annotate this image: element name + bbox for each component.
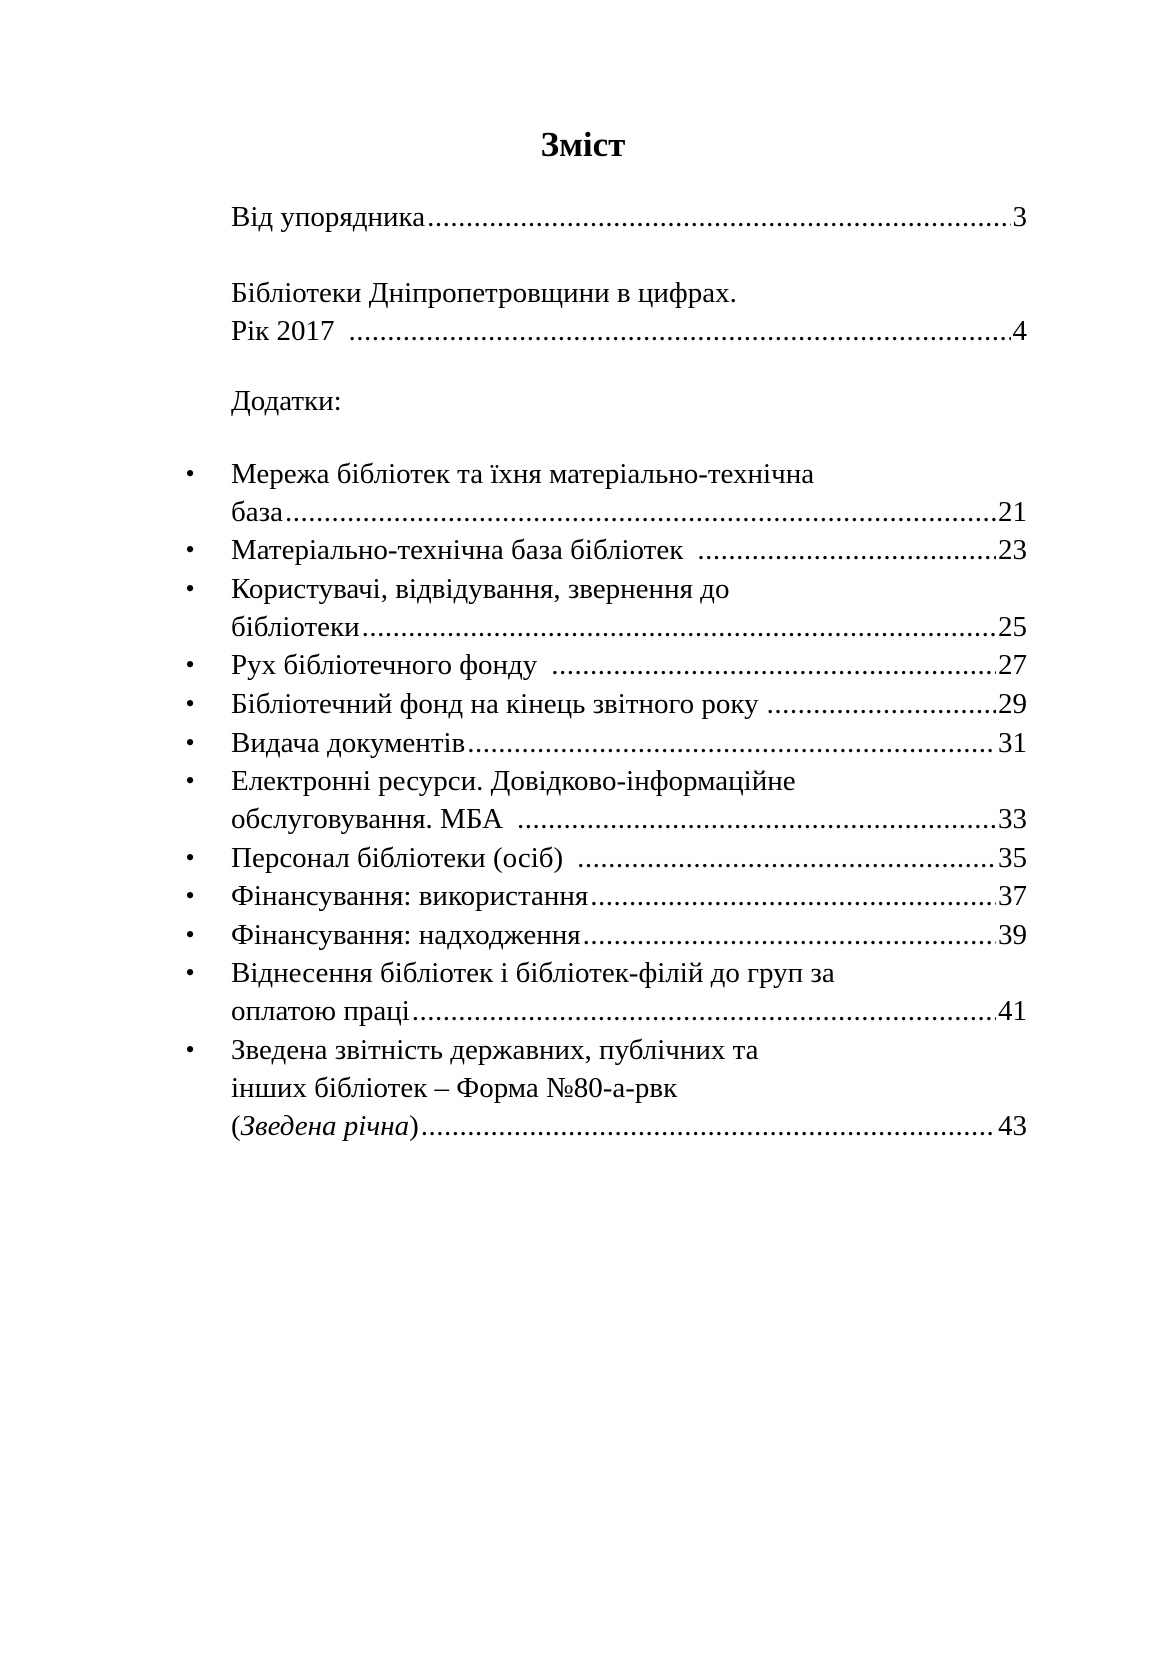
toc-page-number: 4 [1012,315,1027,347]
dot-leader [285,493,996,531]
toc-item-consolidated-report[interactable] [231,1107,1027,1145]
toc-item-fund-movement[interactable] [231,646,1027,684]
toc-entry-libraries-in-numbers-line1: Бібліотеки Дніпропетровщини в цифрах. [231,277,737,309]
bullet-icon: • [185,535,195,564]
toc-page-number: 23 [998,534,1027,566]
dot-leader [362,608,996,646]
dot-leader [697,531,996,569]
bullet-icon: • [185,766,195,795]
toc-item-material-base[interactable] [231,531,1027,569]
appendix-heading: Додатки: [231,385,342,417]
toc-page-number: 27 [998,649,1027,681]
bullet-icon: • [185,574,195,603]
toc-item-line1: Електронні ресурси. Довідково-інформаційне [231,765,796,797]
toc-item-personnel[interactable] [231,839,1027,877]
bullet-icon: • [185,689,195,718]
toc-entry-label: Рух бібліотечного фонду [231,649,538,681]
bullet-icon: • [185,881,195,910]
dot-leader [767,685,996,723]
italic-label: Зведена річна [240,1110,410,1142]
toc-entry-label: Фінансування: надходження [231,919,581,951]
dot-leader [427,198,1010,236]
dot-leader [590,877,996,915]
toc-item-line1: Мережа бібліотек та їхня матеріально-технічна [231,458,815,490]
toc-page-number: 21 [998,496,1027,528]
toc-page-number: 41 [998,995,1027,1027]
dot-leader [349,312,1011,350]
toc-page-number: 25 [998,611,1027,643]
toc-item-users[interactable] [231,608,1027,646]
dot-leader [421,1107,996,1145]
toc-item-line2: інших бібліотек – Форма №80-а-рвк [231,1072,678,1104]
toc-item-line1: Користувачі, відвідування, звернення до [231,573,730,605]
toc-page-number: 31 [998,727,1027,759]
bullet-icon: • [185,958,195,987]
paren-close: ) [409,1110,419,1142]
dot-leader [551,646,996,684]
toc-page-number: 35 [998,842,1027,874]
toc-item-electronic-resources[interactable] [231,800,1027,838]
toc-entry-from-compiler[interactable] [231,198,1027,236]
toc-item-pay-groups[interactable] [231,992,1027,1030]
toc-item-financing-use[interactable] [231,877,1027,915]
bullet-icon: • [185,728,195,757]
paren-open: ( [231,1110,241,1142]
bullet-icon: • [185,650,195,679]
bullet-icon: • [185,459,195,488]
toc-page-number: 3 [1012,201,1027,233]
toc-item-line1: Зведена звітність державних, публічних та [231,1034,759,1066]
bullet-icon: • [185,1035,195,1064]
toc-page-number: 37 [998,880,1027,912]
toc-page-number: 33 [998,803,1027,835]
toc-entry-label: Видача документів [231,727,466,759]
toc-entry-label: база [231,496,283,528]
toc-entry-label: Від упорядника [231,201,426,233]
bullet-icon: • [185,843,195,872]
toc-item-document-lending[interactable] [231,724,1027,762]
dot-leader [577,839,996,877]
toc-entry-label [231,1107,419,1145]
toc-page-number: 43 [998,1110,1027,1142]
toc-item-financing-income[interactable] [231,916,1027,954]
dot-leader [412,992,996,1030]
dot-leader [583,916,996,954]
toc-entry-label: Персонал бібліотеки (осіб) [231,842,564,874]
toc-entry-label: Рік 2017 [231,315,335,347]
toc-entry-label: обслуговування. МБА [231,803,504,835]
toc-page-number: 29 [998,688,1027,720]
toc-entry-libraries-in-numbers[interactable] [231,312,1027,350]
toc-entry-label: Фінансування: використання [231,880,589,912]
dot-leader [467,724,996,762]
toc-item-network[interactable] [231,493,1027,531]
toc-item-fund-end-of-year[interactable] [231,685,1027,723]
toc-entry-label: оплатою праці [231,995,410,1027]
toc-entry-label: Матеріально-технічна база бібліотек [231,534,684,566]
toc-entry-label: бібліотеки [231,611,360,643]
toc-item-line1: Віднесення бібліотек і бібліотек-філій до груп за [231,957,835,989]
bullet-icon: • [185,920,195,949]
toc-entry-label: Бібліотечний фонд на кінець звітного року [231,688,759,720]
dot-leader [517,800,996,838]
page-title: Зміст [540,125,626,164]
toc-page-number: 39 [998,919,1027,951]
